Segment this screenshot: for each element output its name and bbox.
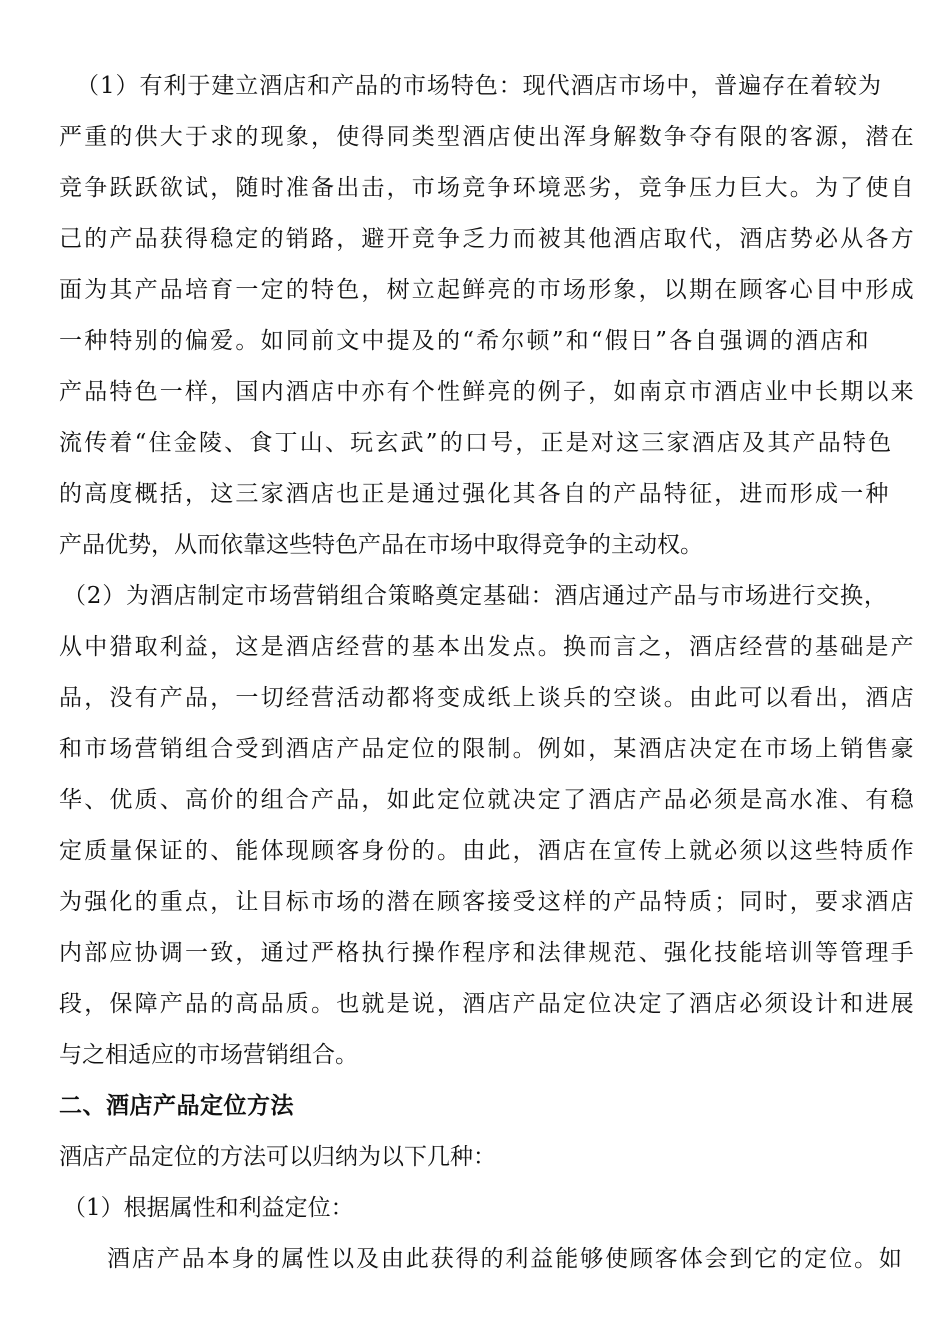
paragraph-1-line-6: 一种特别的偏爱。如同前文中提及的“希尔顿”和“假日”各自强调的酒店和 xyxy=(59,328,871,354)
paragraph-2-line-7: 为强化的重点，让目标市场的潜在顾客接受这样的产品特质；同时，要求酒店 xyxy=(59,889,916,915)
paragraph-2-line-8: 内部应协调一致，通过严格执行操作程序和法律规范、强化技能培训等管理手 xyxy=(59,940,916,966)
intro-sentence: 酒店产品定位的方法可以归纳为以下几种： xyxy=(59,1144,496,1170)
paragraph-1-line-4: 己的产品获得稳定的销路，避开竞争乏力而被其他酒店取代，酒店势必从各方 xyxy=(59,226,916,252)
paragraph-1-line-2: 严重的供大于求的现象，使得同类型酒店使出浑身解数争夺有限的客源，潜在 xyxy=(59,124,916,150)
paragraph-2-line-10: 与之相适应的市场营销组合。 xyxy=(59,1042,358,1068)
paragraph-2-line-4: 和市场营销组合受到酒店产品定位的限制。例如，某酒店决定在市场上销售豪 xyxy=(59,736,916,762)
paragraph-2-line-2: 从中猎取利益，这是酒店经营的基本出发点。换而言之，酒店经营的基础是产 xyxy=(59,634,916,660)
paragraph-1-line-10: 产品优势，从而依靠这些特色产品在市场中取得竞争的主动权。 xyxy=(59,532,703,558)
list-item-1: （1）根据属性和利益定位： xyxy=(63,1195,354,1221)
paragraph-1-line-5: 面为其产品培育一定的特色，树立起鲜亮的市场形象，以期在顾客心目中形成 xyxy=(59,277,916,303)
paragraph-2-line-9: 段，保障产品的高品质。也就是说，酒店产品定位决定了酒店必须设计和进展 xyxy=(59,991,916,1017)
paragraph-1-line-8: 流传着“住金陵、食丁山、玩玄武”的口号，正是对这三家酒店及其产品特色 xyxy=(59,430,894,456)
section-heading: 二、酒店产品定位方法 xyxy=(59,1093,294,1119)
paragraph-1-line-3: 竞争跃跃欲试，随时准备出击，市场竞争环境恶劣，竞争压力巨大。为了使自 xyxy=(59,175,916,201)
paragraph-1-line-9: 的高度概括，这三家酒店也正是通过强化其各自的产品特征，进而形成一种 xyxy=(59,481,891,507)
paragraph-2-line-5: 华、优质、高价的组合产品，如此定位就决定了酒店产品必须是高水准、有稳 xyxy=(59,787,916,813)
paragraph-2-line-3: 品，没有产品，一切经营活动都将变成纸上谈兵的空谈。由此可以看出，酒店 xyxy=(59,685,916,711)
paragraph-3-line-1: 酒店产品本身的属性以及由此获得的利益能够使顾客体会到它的定位。如 xyxy=(107,1246,904,1272)
paragraph-2-line-6: 定质量保证的、能体现顾客身份的。由此，酒店在宣传上就必须以这些特质作 xyxy=(59,838,916,864)
paragraph-2-line-1: （2）为酒店制定市场营销组合策略奠定基础：酒店通过产品与市场进行交换， xyxy=(63,583,888,609)
paragraph-1-line-7: 产品特色一样，国内酒店中亦有个性鲜亮的例子，如南京市酒店业中长期以来 xyxy=(59,379,916,405)
paragraph-1-line-1: （1）有利于建立酒店和产品的市场特色：现代酒店市场中，普遍存在着较为 xyxy=(76,73,882,99)
